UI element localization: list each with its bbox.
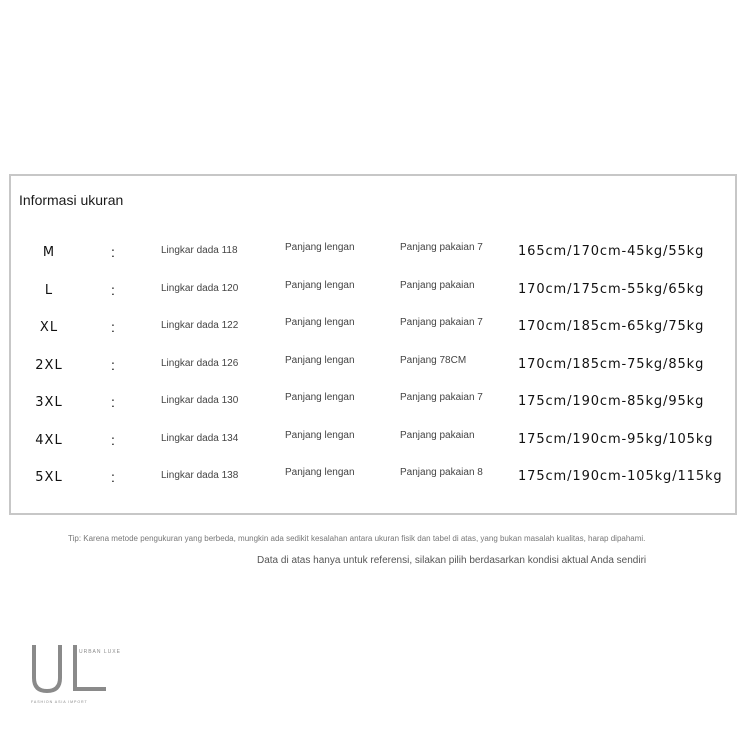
measurement-tip: Tip: Karena metode pengukuran yang berbeda, mungkin ada sedikit kesalahan antara ukuran fisik dan tabel di atas, yang bukan masalah kualitas, harap dipahami.	[68, 534, 646, 543]
fit-range: 170cm/185cm-75kg/85kg	[518, 357, 705, 372]
chest-measure: Lingkar dada 126	[161, 358, 239, 369]
separator: :	[111, 432, 115, 448]
sleeve-measure: Panjang lengan	[285, 317, 355, 328]
size-label: XL	[39, 320, 59, 335]
fit-range: 170cm/175cm-55kg/65kg	[518, 282, 705, 297]
sleeve-measure: Panjang lengan	[285, 242, 355, 253]
length-measure: Panjang 78CM	[400, 355, 467, 366]
logo-letter-u	[34, 645, 60, 691]
length-measure: Panjang pakaian	[400, 280, 475, 291]
length-measure: Panjang pakaian	[400, 430, 475, 441]
size-row-xl	[11, 317, 735, 347]
brand-logo	[30, 642, 121, 708]
fit-range: 175cm/190cm-95kg/105kg	[518, 432, 714, 447]
fit-range: 175cm/190cm-85kg/95kg	[518, 394, 705, 409]
logo-bottom-text: FASHION ASIA IMPORT	[31, 700, 88, 704]
size-row-4xl	[11, 430, 735, 460]
size-info-panel	[9, 174, 737, 515]
sleeve-measure: Panjang lengan	[285, 467, 355, 478]
sleeve-measure: Panjang lengan	[285, 392, 355, 403]
separator: :	[111, 469, 115, 485]
length-measure: Panjang pakaian 7	[400, 392, 483, 403]
separator: :	[111, 244, 115, 260]
fit-range: 165cm/170cm-45kg/55kg	[518, 244, 705, 259]
size-row-2xl	[11, 355, 735, 385]
chest-measure: Lingkar dada 130	[161, 395, 239, 406]
size-label: 4XL	[35, 433, 63, 448]
size-row-5xl	[11, 467, 735, 497]
length-measure: Panjang pakaian 7	[400, 242, 483, 253]
size-label: 3XL	[35, 395, 63, 410]
chest-measure: Lingkar dada 118	[161, 245, 238, 256]
size-row-l	[11, 280, 735, 310]
separator: :	[111, 357, 115, 373]
length-measure: Panjang pakaian 7	[400, 317, 483, 328]
chest-measure: Lingkar dada 120	[161, 283, 239, 294]
size-label: M	[42, 245, 56, 260]
sleeve-measure: Panjang lengan	[285, 355, 355, 366]
size-row-3xl	[11, 392, 735, 422]
fit-range: 175cm/190cm-105kg/115kg	[518, 469, 723, 484]
reference-note: Data di atas hanya untuk referensi, silakan pilih berdasarkan kondisi aktual Anda sendiri	[257, 555, 647, 566]
chest-measure: Lingkar dada 134	[161, 433, 239, 444]
size-row-m	[11, 242, 735, 272]
separator: :	[111, 394, 115, 410]
length-measure: Panjang pakaian 8	[400, 467, 483, 478]
panel-title: Informasi ukuran	[19, 192, 124, 208]
size-label: 5XL	[35, 470, 63, 485]
sleeve-measure: Panjang lengan	[285, 430, 355, 441]
sleeve-measure: Panjang lengan	[285, 280, 355, 291]
size-label: 2XL	[35, 358, 63, 373]
separator: :	[111, 282, 115, 298]
separator: :	[111, 319, 115, 335]
fit-range: 170cm/185cm-65kg/75kg	[518, 319, 705, 334]
size-label: L	[44, 283, 54, 298]
logo-top-text: URBAN LUXE	[79, 649, 121, 655]
chest-measure: Lingkar dada 138	[161, 470, 239, 481]
chest-measure: Lingkar dada 122	[161, 320, 239, 331]
